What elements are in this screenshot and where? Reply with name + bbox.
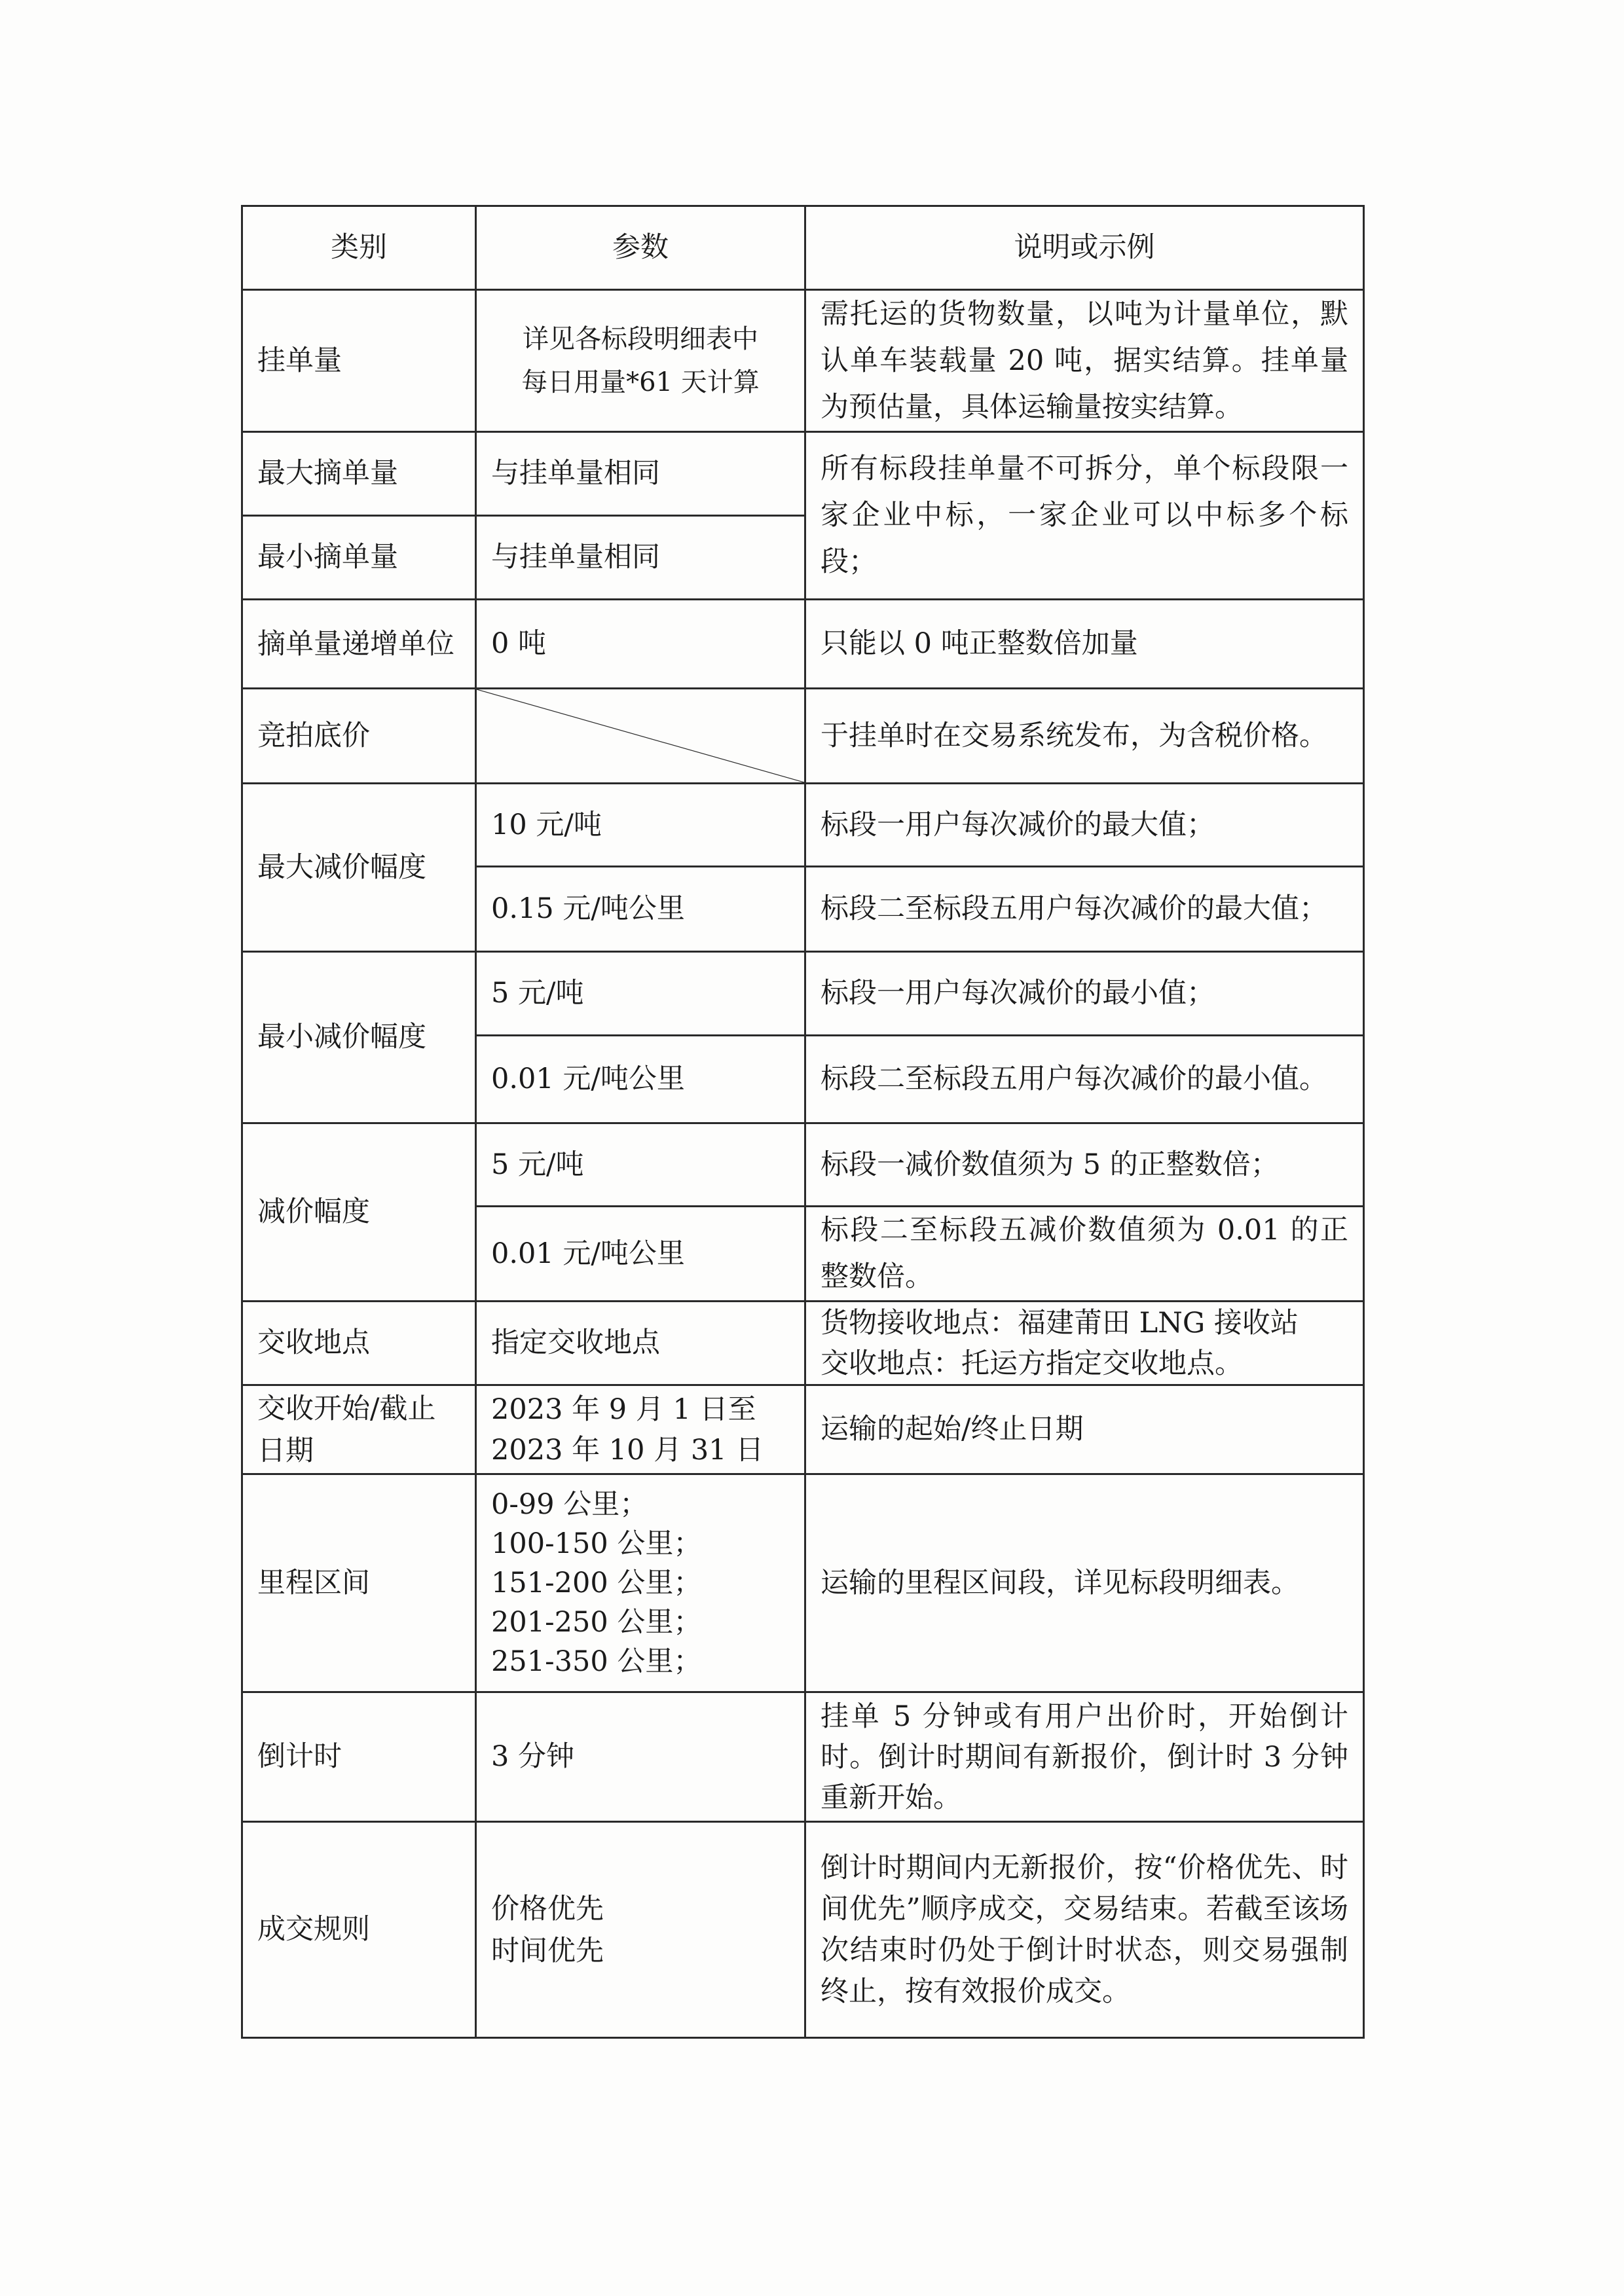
- row-parameter: 5 元/吨: [476, 1123, 805, 1207]
- table-row: [242, 952, 1364, 1036]
- table-row: [242, 1692, 1364, 1822]
- row-description: 标段二至标段五减价数值须为 0.01 的正整数倍。: [805, 1207, 1364, 1302]
- row-category: 最大摘单量: [242, 432, 476, 516]
- row-description: 标段一用户每次减价的最大值；: [805, 784, 1364, 867]
- row-category: 倒计时: [242, 1692, 476, 1822]
- row-parameter: 与挂单量相同: [476, 432, 805, 516]
- row-category: 交收开始/截止日期: [242, 1385, 476, 1474]
- row-parameter: 0-99 公里； 100-150 公里； 151-200 公里； 201-250 公里； 251-350 公里；: [476, 1474, 805, 1692]
- row-parameter: 0.01 元/吨公里: [476, 1036, 805, 1123]
- bidding-parameter-table: [241, 205, 1365, 2039]
- table-row: [242, 1302, 1364, 1385]
- row-parameter: 0.01 元/吨公里: [476, 1207, 805, 1302]
- empty-parameter-cell: [476, 689, 805, 784]
- table-header-row: [242, 206, 1364, 290]
- row-category: 挂单量: [242, 290, 476, 432]
- row-description: 所有标段挂单量不可拆分，单个标段限一家企业中标，一家企业可以中标多个标段；: [805, 432, 1364, 600]
- row-category: 减价幅度: [242, 1123, 476, 1302]
- table-row: [242, 1822, 1364, 2038]
- table-row: [242, 784, 1364, 867]
- row-parameter: 2023 年 9 月 1 日至 2023 年 10 月 31 日: [476, 1385, 805, 1474]
- table-row: [242, 689, 1364, 784]
- row-description: 于挂单时在交易系统发布，为含税价格。: [805, 689, 1364, 784]
- table-row: [242, 1385, 1364, 1474]
- table-row: [242, 1123, 1364, 1207]
- table-row: [242, 1474, 1364, 1692]
- row-description: 标段一减价数值须为 5 的正整数倍；: [805, 1123, 1364, 1207]
- row-parameter: 5 元/吨: [476, 952, 805, 1036]
- row-parameter: 0 吨: [476, 600, 805, 689]
- table-row: [242, 432, 1364, 516]
- row-category: 摘单量递增单位: [242, 600, 476, 689]
- header-parameter: 参数: [476, 206, 805, 290]
- row-description: 倒计时期间内无新报价，按“价格优先、时间优先”顺序成交，交易结束。若截至该场次结束时仍处于倒计时状态，则交易强制终止，按有效报价成交。: [805, 1822, 1364, 2038]
- row-parameter: 与挂单量相同: [476, 516, 805, 600]
- row-category: 交收地点: [242, 1302, 476, 1385]
- row-category: 成交规则: [242, 1822, 476, 2038]
- row-description: 标段二至标段五用户每次减价的最小值。: [805, 1036, 1364, 1123]
- row-category: 最大减价幅度: [242, 784, 476, 952]
- row-parameter: 价格优先 时间优先: [476, 1822, 805, 2038]
- row-description: 标段一用户每次减价的最小值；: [805, 952, 1364, 1036]
- row-description: 需托运的货物数量，以吨为计量单位，默认单车装载量 20 吨，据实结算。挂单量为预估量，具体运输量按实结算。: [805, 290, 1364, 432]
- header-description: 说明或示例: [805, 206, 1364, 290]
- row-description: 标段二至标段五用户每次减价的最大值；: [805, 867, 1364, 952]
- table-row: [242, 600, 1364, 689]
- row-parameter: 0.15 元/吨公里: [476, 867, 805, 952]
- row-description: 挂单 5 分钟或有用户出价时，开始倒计时。倒计时期间有新报价，倒计时 3 分钟重新开始。: [805, 1692, 1364, 1822]
- row-description: 货物接收地点：福建莆田 LNG 接收站 交收地点：托运方指定交收地点。: [805, 1302, 1364, 1385]
- row-parameter: 详见各标段明细表中 每日用量*61 天计算: [476, 290, 805, 432]
- row-category: 里程区间: [242, 1474, 476, 1692]
- row-category: 最小摘单量: [242, 516, 476, 600]
- row-parameter: 10 元/吨: [476, 784, 805, 867]
- header-category: 类别: [242, 206, 476, 290]
- diagonal-slash: [477, 689, 804, 782]
- row-description: 运输的里程区间段，详见标段明细表。: [805, 1474, 1364, 1692]
- table-row: [242, 290, 1364, 432]
- row-description: 运输的起始/终止日期: [805, 1385, 1364, 1474]
- row-description: 只能以 0 吨正整数倍加量: [805, 600, 1364, 689]
- row-parameter: 3 分钟: [476, 1692, 805, 1822]
- row-category: 竞拍底价: [242, 689, 476, 784]
- row-parameter: 指定交收地点: [476, 1302, 805, 1385]
- row-category: 最小减价幅度: [242, 952, 476, 1123]
